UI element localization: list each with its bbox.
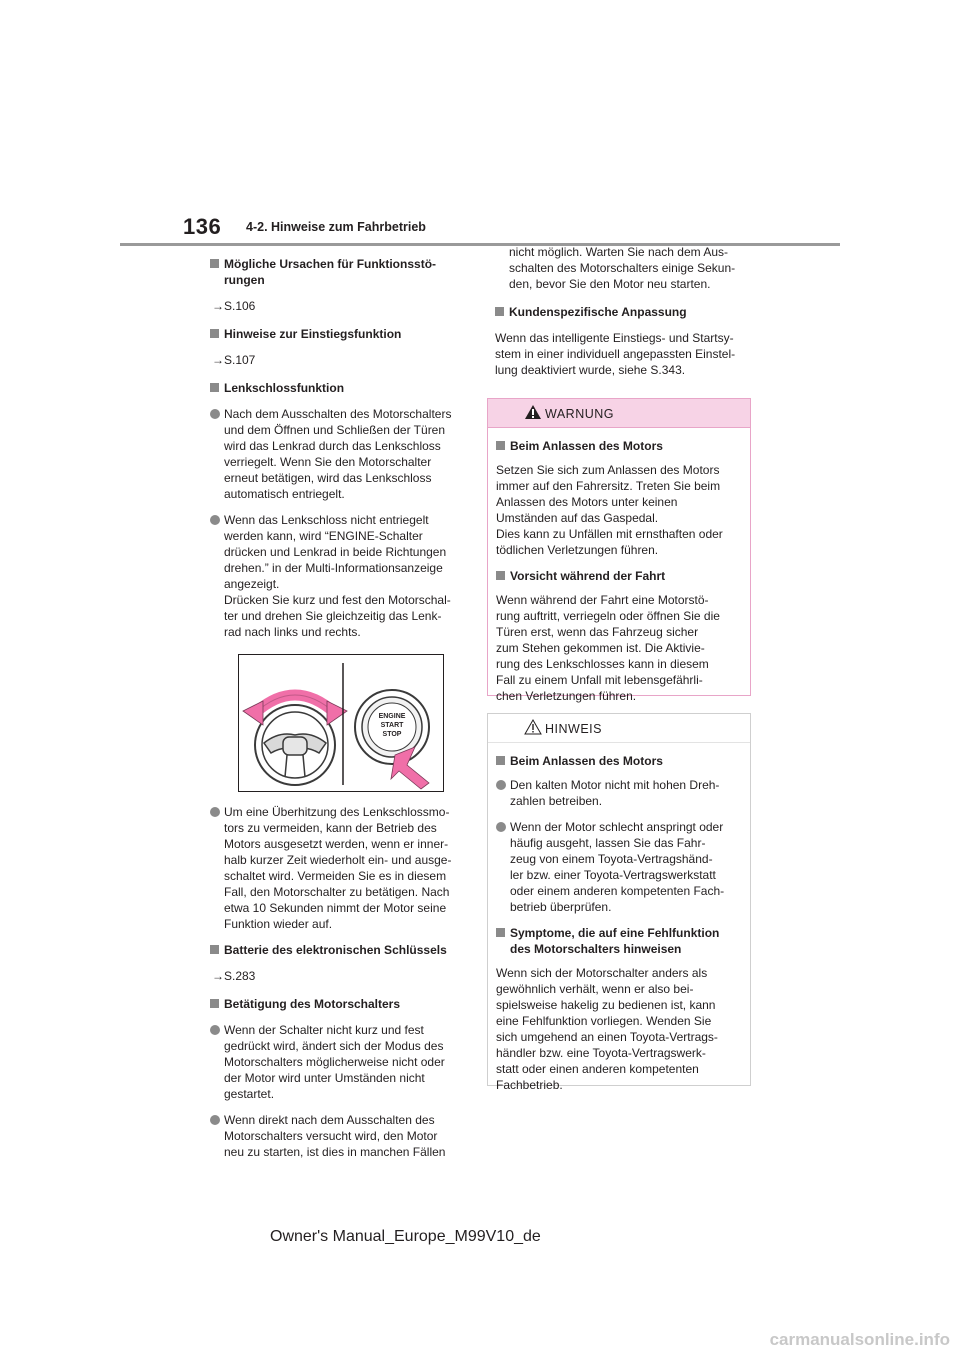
page-reference: →S.283 (212, 969, 256, 983)
page-reference: →S.107 (212, 353, 256, 367)
heading-batterie (210, 942, 466, 958)
button-label: ENGINE (378, 713, 406, 720)
note-box-body (488, 743, 750, 1093)
heading-anlassen-note (496, 753, 742, 769)
heading-ursachen (210, 256, 466, 288)
heading-einstieg (210, 326, 466, 342)
square-bullet-icon (495, 307, 504, 316)
heading-text: Beim Anlassen des Motors (510, 439, 663, 453)
footer-text: Owner's Manual_Europe_M99V10_de (270, 1228, 541, 1245)
heading-text: Lenkschlossfunktion (224, 381, 345, 395)
paragraph: Wenn während der Fahrt eine Motorstö- rung auftritt, verriegeln oder öffnen Sie die Türen erst, wenn das Fahrzeug sicher zum Stehen gekommen ist. Die Aktivie- rung des Lenkschlosses kann in diesem Fall zu einem Unfall mit lebensgefährli- chen Verletzungen führen. (496, 593, 720, 703)
bullet-item (496, 819, 742, 915)
square-bullet-icon (496, 756, 505, 765)
heading-lenkschloss (210, 380, 466, 396)
round-bullet-icon (210, 1115, 220, 1125)
heading-betaetigung (210, 996, 466, 1012)
steering-wheel-icon (255, 705, 335, 785)
warning-box (487, 398, 751, 703)
note-box-header (488, 714, 750, 743)
heading-text: Symptome, die auf eine Fehlfunktion des Motorschalters hinweisen (510, 926, 720, 956)
left-column (210, 256, 466, 1170)
heading-anlassen (496, 438, 742, 454)
note-box-title: HINWEIS (545, 722, 602, 736)
heading-text: Kundenspezifische Anpassung (509, 305, 687, 319)
paragraph: Wenn das intelligente Einstiegs- und Startsy- stem in einer individuell angepassten Einstel- lung deaktiviert wurde, siehe S.343. (495, 331, 736, 377)
square-bullet-icon (210, 259, 219, 268)
bullet-text: Nach dem Ausschalten des Motorschalters und dem Öffnen und Schließen der Türen wird das Lenkrad durch das Lenkschloss verriegelt. Wenn Sie den Motorschalter erneut betätigen, wird das Lenkschloss automatisch entriegelt. (224, 407, 452, 501)
heading-text: Beim Anlassen des Motors (510, 754, 663, 768)
bullet-item (496, 777, 742, 809)
warning-box-body (488, 428, 750, 704)
square-bullet-icon (210, 383, 219, 392)
bullet-text: Wenn das Lenkschloss nicht entriegelt werden kann, wird “ENGINE-Schalter drücken und Lenkrad in beide Richtungen drehen.” in der Multi-Informationsanzeige angezeigt. Drücken Sie kurz und fest den Motorschal- ter und drehen Sie gleichzeitig das Lenk- rad nach links und rechts. (224, 513, 451, 639)
engine-start-button-icon (355, 690, 429, 764)
heading-symptome (496, 925, 742, 957)
bullet-item (210, 512, 466, 640)
bullet-text: Wenn direkt nach dem Ausschalten des Motorschalters versucht wird, den Motor neu zu starten, ist dies in manchen Fällen (224, 1113, 446, 1159)
heading-vorsicht (496, 568, 742, 584)
watermark: carmanualsonline.info (769, 1330, 950, 1349)
heading-text: Mögliche Ursachen für Funktionsstö- rungen (224, 257, 437, 287)
button-label: START (380, 722, 404, 729)
notice-triangle-icon (524, 719, 542, 735)
heading-text: Batterie des elektronischen Schlüssels (224, 943, 447, 957)
heading-text: Betätigung des Motorschalters (224, 997, 401, 1011)
round-bullet-icon (210, 409, 220, 419)
round-bullet-icon (210, 515, 220, 525)
page-number: 136 (183, 214, 222, 239)
continued-text: nicht möglich. Warten Sie nach dem Aus- schalten des Motorschalters einige Sekun- den, bevor Sie den Motor neu starten. (509, 245, 736, 291)
paragraph: Wenn sich der Motorschalter anders als gewöhnlich verhält, wenn er also bei- spielsweise hakelig zu bedienen ist, kann eine Fehlfunktion vorliegen. Wenden Sie sich umgehend an einen Toyota-Vertrags- händler bzw. eine Toyota-Vertragswerk- statt oder einen anderen kompetenten Fachbetrieb. (496, 966, 718, 1092)
square-bullet-icon (496, 441, 505, 450)
steering-wheel-illustration (238, 654, 444, 792)
page-reference: →S.106 (212, 299, 256, 313)
square-bullet-icon (496, 571, 505, 580)
bullet-text: Wenn der Motor schlecht anspringt oder häufig ausgeht, lassen Sie das Fahr- zeug von einem Toyota-Vertragshänd- ler bzw. einer Toyota-Vertragswerkstatt oder einem anderen kompetenten Fach- betrieb überprüfen. (510, 820, 725, 914)
paragraph: Setzen Sie sich zum Anlassen des Motors immer auf den Fahrersitz. Treten Sie beim Anlassen des Motors unter keinen Umständen auf das Gaspedal. Dies kann zu Unfällen mit ernsthaften oder tödlichen Verletzungen führen. (496, 463, 723, 557)
right-column (495, 244, 757, 388)
bullet-item (210, 804, 466, 932)
heading-text: Vorsicht während der Fahrt (510, 569, 666, 583)
section-title: 4-2. Hinweise zum Fahrbetrieb (246, 220, 426, 234)
round-bullet-icon (210, 807, 220, 817)
warning-box-title: WARNUNG (545, 407, 615, 421)
bullet-item (210, 1112, 466, 1160)
bullet-text: Wenn der Schalter nicht kurz und fest gedrückt wird, ändert sich der Modus des Motorschalters möglicherweise nicht oder der Motor wird unter Umständen nicht gestartet. (224, 1023, 445, 1101)
bullet-item (210, 406, 466, 502)
button-label: STOP (382, 731, 402, 738)
heading-anpassung (495, 304, 757, 320)
square-bullet-icon (496, 928, 505, 937)
bullet-text: Den kalten Motor nicht mit hohen Dreh- zahlen betreiben. (510, 778, 720, 808)
square-bullet-icon (210, 999, 219, 1008)
warning-triangle-icon (524, 404, 542, 420)
note-box (487, 713, 751, 1092)
bullet-item (210, 1022, 466, 1102)
round-bullet-icon (210, 1025, 220, 1035)
warning-box-header (488, 399, 750, 428)
round-bullet-icon (496, 780, 506, 790)
illustration-svg (239, 655, 443, 791)
heading-text: Hinweise zur Einstiegsfunktion (224, 327, 402, 341)
square-bullet-icon (210, 329, 219, 338)
bullet-text: Um eine Überhitzung des Lenkschlossmo- tors zu vermeiden, kann der Betrieb des Motors ausgesetzt werden, wenn er inner- halb kurzer Zeit wiederholt ein- und ausge- schaltet wird. Vermeiden Sie es in diesem Fall, den Motorschalter zu betätigen. Nach etwa 10 Sekunden nimmt der Motor seine Funktion wieder auf. (224, 805, 452, 931)
round-bullet-icon (496, 822, 506, 832)
square-bullet-icon (210, 945, 219, 954)
